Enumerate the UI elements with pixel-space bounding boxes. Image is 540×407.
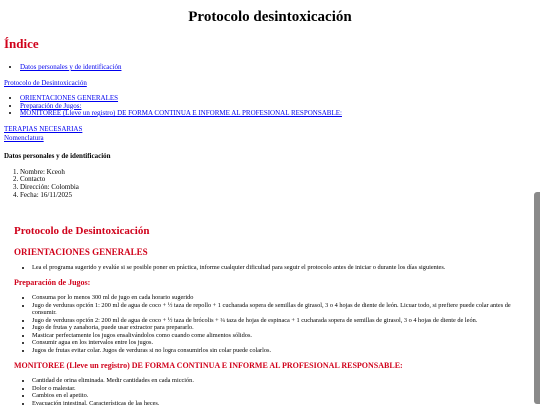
toc-terapias-block [4,125,536,143]
toc-link-orientaciones[interactable]: ORIENTACIONES GENERALES [20,94,119,102]
toc-item [20,95,536,103]
toc-top-list [4,63,536,72]
toc-link-jugos[interactable]: Preparación de Jugos: [20,101,82,110]
toc-item [20,63,536,72]
list-item: • Consumir agua en los intervalos entre los jugos. [32,339,526,347]
monitoree-list [14,377,526,407]
scroll-handle[interactable] [534,192,540,404]
toc-link-nomenclatura[interactable]: Nomenclatura [4,133,44,142]
orientaciones-list [14,264,526,272]
datos-heading: Datos personales y de identificación [4,151,111,160]
list-item: • Cantidad de orina eliminada. Medir cantidades en cada micción. [32,377,526,385]
list-item: • Masticar perfectamente los jugos ensalivándolos como cuando come alimentos sólidos. [32,332,526,340]
datos-list [4,169,536,200]
page-title: Protocolo desintoxicación [188,9,352,25]
indice-heading: Índice [4,36,39,51]
jugos-list [14,294,526,354]
datos-item-direccion: 3. Dirección: Colombia [20,184,536,192]
list-item: • Evacuación intestinal. Características de las heces. [32,400,526,407]
list-item: • Jugo de frutas y zanahoria, puede usar extractor para prepararlo. [32,324,526,332]
datos-item-contacto: 2. Contacto [20,176,536,184]
datos-item-fecha: 4. Fecha: 16/11/2025 [20,192,536,200]
orientaciones-heading: ORIENTACIONES GENERALES [14,246,148,257]
toc-protocolo-block [4,79,536,88]
protocolo-heading: Protocolo de Desintoxicación [14,224,150,237]
protocolo-section [4,224,536,407]
list-item: • Lea el programa sugerido y evalúe si se posible poner en práctica, informe cualquier dificultad para seguir el protocolo antes de iniciar o durante los días siguientes. [32,264,526,272]
list-item: • Consuma por lo menos 300 ml de jugo en cada horario sugerido [32,294,526,302]
list-item: • Jugo de verduras opción 1: 200 ml de agua de coco + ½ taza de repollo + 1 cucharada sopera de semillas de girasol, 3 o 4 hojas de diente de león. Licuar todo, si prefiere puede colar antes de consumir. [32,302,526,317]
list-item: • Jugos de frutas evitar colar. Jugos de verduras si no logra consumirlos sin colar puede colarlos. [32,347,526,355]
monitoree-heading: MONITOREE (Lleve un registro) DE FORMA CONTINUA E INFORME AL PROFESIONAL RESPONSABLE: [14,361,403,371]
list-item: • Dolor o malestar. [32,385,526,393]
toc-link-datos[interactable]: Datos personales y de identificación [20,63,122,71]
jugos-heading: Preparación de Jugos: [14,278,91,288]
datos-item-nombre: 1. Nombre: Kceoh [20,169,536,177]
list-item: • Jugo de verduras opción 2: 200 ml de agua de coco + ½ taza de brócolis + ¼ taza de hojas de espinaca + 1 cucharada sopera de semillas de girasol, 3 o 4 hojas de diente de león. [32,317,526,325]
toc-item [20,110,536,118]
toc-link-terapias[interactable]: TERAPIAS NECESARIAS [4,124,83,133]
list-item: • Cambios en el apetito. [32,392,526,400]
toc-protocolo-list [4,95,536,118]
toc-link-monitoree[interactable]: MONITOREE (Lleve un registro) DE FORMA CONTINUA E INFORME AL PROFESIONAL RESPONSABLE: [20,109,342,117]
toc-link-protocolo[interactable]: Protocolo de Desintoxicación [4,79,87,87]
